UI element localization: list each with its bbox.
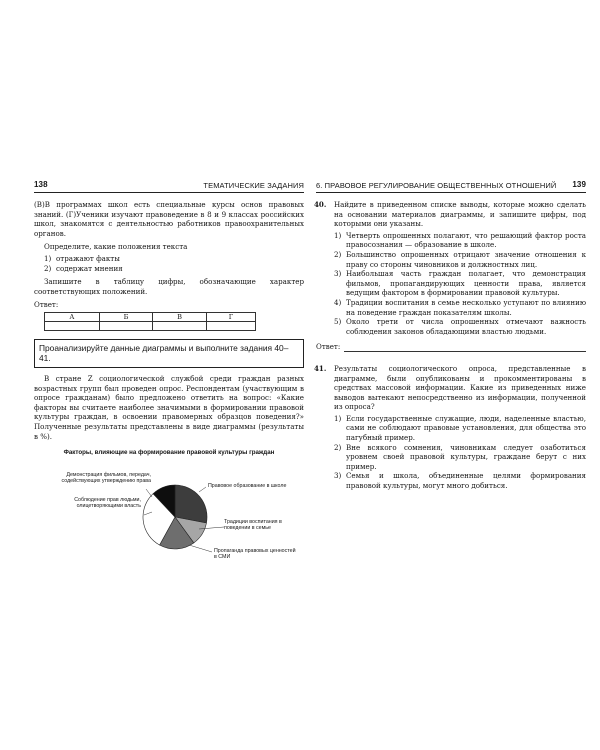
intro-paragraph: (В)В программах школ есть специальные курсы основ правовых знаний. (Г)Ученики изучают правоведение в 8 и 9 классах российских школ, знакомятся с деятельностью работников правоохранительных органов. (34, 200, 304, 238)
options-list (44, 254, 304, 273)
pie-chart (34, 449, 304, 581)
running-title: ТЕМАТИЧЕСКИЕ ЗАДАНИЯ (203, 181, 304, 190)
table-header-row (45, 312, 256, 321)
determine-text: Определите, какие положения текста (44, 242, 188, 252)
answer-label: Ответ: (316, 342, 341, 352)
table-header: Б (99, 312, 153, 321)
list-item: 1) Четверть опрошенных полагают, что решающий фактор роста правосознания — образование в школе. (334, 230, 586, 250)
list-item: 3) Наибольшая часть граждан полагает, что демонстрация фильмов, пропагандирующих ценности права, является ведущим фактором в формировании правовой культуры. (334, 269, 586, 298)
left-page (34, 178, 304, 583)
question-text: Результаты социологического опроса, представленные в диаграмме, были опубликованы и прокомментированы в средствах массовой информации. Какие из приведенных ниже выводов вытекают непосредственно из информации, полученной из опроса? (334, 363, 586, 412)
slice-label-officials: Соблюдение прав людьми, олицетворяющими власть (74, 497, 141, 510)
list-item: 1) отражают факты (44, 253, 120, 263)
right-page-header (316, 178, 586, 193)
answer-cell[interactable] (99, 321, 153, 330)
leader-line (189, 545, 212, 552)
leader-line (146, 489, 152, 497)
answer-cell[interactable] (153, 321, 207, 330)
answer-cell[interactable] (206, 321, 255, 330)
table-header: В (153, 312, 207, 321)
survey-paragraph: В стране Z социологической службой среди граждан разных возрастных групп был проведен опрос. Респондентам (участвующим в опросе гражданам) было предложено ответить на вопрос: «Какие факторы вы считаете наиболее значимыми в формировании правовой культуры граждан, в освоении правомерных образцов поведения?» Полученные результаты представлены в виде диаграммы (результаты в %). (34, 373, 304, 441)
question-text: Найдите в приведенном списке выводы, которые можно сделать на основании материалов диаграммы, и запишите цифры, под которыми они указаны. (334, 200, 586, 229)
slice-school (175, 485, 207, 523)
list-item: 4) Традиции воспитания в семье несколько уступают по влиянию на поведение граждан показателям школы. (334, 297, 586, 317)
list-item: 5) Около трети от числа опрошенных отмечают важность соблюдения законов обладающими властью людьми. (334, 317, 586, 336)
right-page (316, 178, 586, 583)
leader-line (199, 487, 206, 492)
slice-label-family: Традиции воспитания в поведении в семье (224, 519, 282, 532)
instruction-text: Запишите в таблицу цифры, обозначающие характер соответствующих положений. (34, 277, 304, 296)
list-item: 3) Семья и школа, объединенные целями формирования правовой культуры, могут много добиться. (334, 471, 586, 491)
table-header: Г (206, 312, 255, 321)
question-number: 40. (314, 200, 327, 209)
answer-blank[interactable] (344, 344, 586, 352)
running-title: 6. ПРАВОВОЕ РЕГУЛИРОВАНИЕ ОБЩЕСТВЕННЫХ ОТНОШЕНИЙ (316, 181, 557, 190)
answer-label: Ответ: (34, 300, 59, 310)
slice-label-school: Правовое образование в школе (208, 483, 287, 490)
conclusions-list (334, 414, 586, 491)
answer-line (316, 342, 586, 352)
question-number: 41. (314, 363, 327, 373)
left-page-body (34, 200, 304, 581)
task-box: Проанализируйте данные диаграммы и выполните задания 40–41. (34, 339, 304, 368)
list-item: 2) Вне всякого сомнения, чиновникам следует озаботиться уровнем своей правовой культуры, граждане берут с них пример. (334, 442, 586, 471)
answer-cell[interactable] (45, 321, 100, 330)
right-page-body (316, 200, 586, 491)
chart-title: Факторы, влияющие на формирование правовой культуры граждан (63, 449, 275, 457)
question-41 (316, 364, 586, 491)
list-item: 2) Большинство опрошенных отрицают значение отношения к праву со стороны чиновников и должностных лиц. (334, 249, 586, 269)
conclusions-list (334, 231, 586, 337)
question-40 (316, 200, 586, 336)
table-answer-row (45, 321, 256, 330)
slice-label-media: Пропаганда правовых ценностей в СМИ (214, 548, 296, 561)
list-item: 1) Если государственные служащие, люди, наделенные властью, сами не соблюдают правовые установления, для общества это пагубный пример. (334, 413, 586, 443)
slice-label-films: Демонстрация фильмов, передач, содействующих утверждению права (61, 472, 151, 485)
left-page-header (34, 178, 304, 193)
table-header: А (45, 312, 100, 321)
answer-table (44, 312, 256, 331)
book-spread (20, 178, 586, 583)
list-item: 2) содержат мнения (44, 263, 123, 273)
page-number: 139 (572, 180, 586, 189)
page-number: 138 (34, 180, 48, 189)
